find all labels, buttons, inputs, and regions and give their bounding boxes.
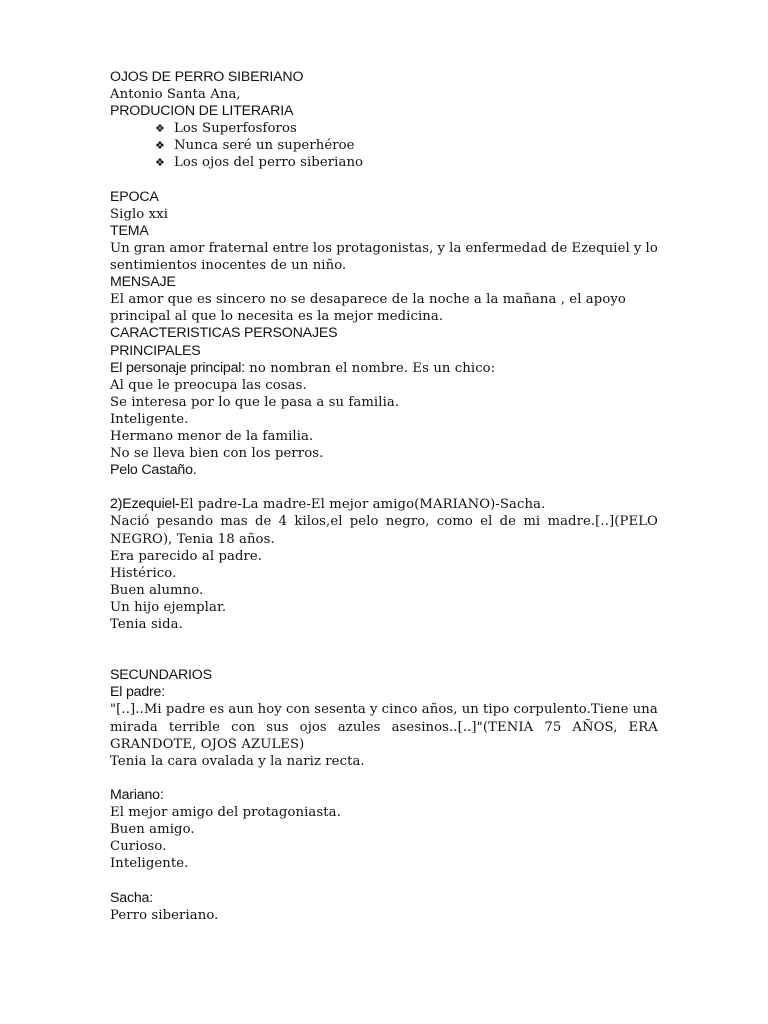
principal-trait: Se interesa por lo que le pasa a su familia. <box>110 394 400 410</box>
justified-word: "[..]..Mi <box>110 702 162 718</box>
author-line: Antonio Santa Ana, <box>110 87 241 103</box>
principal-trait: Al que le preocupa las cosas. <box>110 377 307 393</box>
justified-word: protagonistas, <box>336 240 434 256</box>
justified-word: kilos,el <box>294 514 343 530</box>
tema-line-1 <box>110 240 658 257</box>
justified-word: hoy <box>257 702 282 718</box>
padre-line-4: Tenia la cara ovalada y la nariz recta. <box>110 753 365 769</box>
justified-word: un <box>461 702 479 718</box>
principales-heading: PRINCIPALES <box>110 342 201 359</box>
ezequiel-trait: Era parecido al padre. <box>110 548 263 564</box>
caracteristicas-heading: CARACTERISTICAS PERSONAJES <box>110 325 338 342</box>
padre-line-1 <box>110 701 658 718</box>
diamond-dot-bullet-icon: ❖ <box>155 156 165 170</box>
principal-label: El personaje principal: <box>110 359 245 376</box>
justified-word: Nació <box>110 514 150 530</box>
justified-word: sesenta <box>314 702 366 718</box>
epoca-text: Siglo xxi <box>110 206 169 222</box>
ezequiel-label: 2)Ezequiel- <box>110 496 180 513</box>
tema-line-2: sentimientos inocentes de un niño. <box>110 258 347 274</box>
ezequiel-trait: Buen alumno. <box>110 582 204 598</box>
ezequiel-trait: Tenia sida. <box>110 617 183 632</box>
list-item: ❖ Nunca seré un superhéroe <box>110 137 658 154</box>
justified-word: padre <box>165 702 206 718</box>
justified-word: amor <box>169 240 205 256</box>
mariano-trait: Curioso. <box>110 839 167 855</box>
justified-word: ERA <box>628 719 658 735</box>
pelo-castano: Pelo Castaño. <box>110 462 197 479</box>
justified-word: entre <box>272 240 309 256</box>
mariano-trait: Buen amigo. <box>110 822 195 838</box>
justified-word: Ezequiel <box>571 240 630 256</box>
mensaje-line-1: El amor que es sincero no se desaparece de la noche a la mañana , el apoyo <box>110 292 626 308</box>
justified-word: terrible <box>168 719 221 735</box>
justified-word: negro, <box>385 514 430 530</box>
justified-word: gran <box>133 240 166 256</box>
diamond-dot-bullet-icon: ❖ <box>155 139 165 153</box>
mariano-heading: Mariano: <box>110 786 164 803</box>
justified-word: como <box>436 514 473 530</box>
justified-word: tipo <box>483 702 510 718</box>
justified-word: y <box>369 702 378 718</box>
justified-word: pesando <box>156 514 214 530</box>
ezequiel-trait: Un hijo ejemplar. <box>110 599 227 615</box>
sacha-text: Perro siberiano. <box>110 907 219 923</box>
justified-word: los <box>312 240 333 256</box>
padre-line-3: GRANDOTE, OJOS AZULES) <box>110 736 305 752</box>
justified-word: enfermedad <box>465 240 547 256</box>
ezequiel-trait: Histérico. <box>110 565 177 581</box>
padre-heading: El padre: <box>110 684 165 701</box>
justified-word: azules <box>337 719 381 735</box>
list-item: ❖ Los ojos del perro siberiano <box>110 154 658 171</box>
justified-word: mas <box>220 514 248 530</box>
document-title: OJOS DE PERRO SIBERIANO <box>110 69 304 85</box>
epoca-heading: EPOCA <box>110 188 159 205</box>
justified-word: de <box>255 514 272 530</box>
justified-word: el <box>480 514 493 530</box>
principal-line <box>110 360 658 377</box>
justified-word: la <box>449 240 462 256</box>
justified-word: corpulento.Tiene <box>513 702 629 718</box>
justified-word: lo <box>645 240 658 256</box>
justified-word: y <box>437 240 446 256</box>
justified-word: fraternal <box>208 240 269 256</box>
justified-word: 75 <box>544 719 562 735</box>
justified-word: de <box>550 240 568 256</box>
ezequiel-line <box>110 496 658 513</box>
justified-word: años, <box>421 702 458 718</box>
justified-word: una <box>632 702 658 718</box>
justified-word: de <box>499 514 517 530</box>
ezequiel-line-2 <box>110 513 658 530</box>
principal-trait: Hermano menor de la familia. <box>110 428 314 444</box>
production-heading: PRODUCION DE LITERARIA <box>110 103 294 120</box>
tema-heading: TEMA <box>110 222 149 239</box>
justified-word: asesinos..[..]"(TENIA <box>391 719 534 735</box>
justified-word: Un <box>110 240 130 256</box>
mariano-trait: Inteligente. <box>110 856 189 872</box>
mensaje-line-2: principal al que lo necesita es la mejor medicina. <box>110 309 444 325</box>
ezequiel-text: El padre-La madre-El mejor amigo(MARIANO)-Sacha. <box>179 497 546 513</box>
list-item: ❖ Los Superfosforos <box>110 120 658 137</box>
production-list <box>110 120 658 171</box>
mensaje-heading: MENSAJE <box>110 274 176 291</box>
justified-word: mi <box>523 514 541 530</box>
justified-word: pelo <box>349 514 379 530</box>
justified-word: madre.[..](PELO <box>547 514 658 530</box>
secundarios-heading: SECUNDARIOS <box>110 667 212 684</box>
mariano-trait: El mejor amigo del protagoniasta. <box>110 805 341 821</box>
justified-word: ojos <box>299 719 327 735</box>
justified-word: 4 <box>278 514 288 530</box>
justified-word: sus <box>266 719 289 735</box>
sacha-heading: Sacha: <box>110 889 153 906</box>
justified-word: con <box>286 702 311 718</box>
justified-word: aun <box>228 702 254 718</box>
diamond-dot-bullet-icon: ❖ <box>155 122 165 136</box>
principal-trait: No se lleva bien con los perros. <box>110 446 324 462</box>
justified-word: AÑOS, <box>572 719 618 735</box>
justified-word: con <box>231 719 256 735</box>
principal-trait: Inteligente. <box>110 411 189 427</box>
justified-word: es <box>209 702 225 718</box>
padre-line-2 <box>110 719 658 736</box>
justified-word: mirada <box>110 719 158 735</box>
justified-word: cinco <box>381 702 418 718</box>
ezequiel-line-3: NEGRO), Tenia 18 años. <box>110 531 275 547</box>
principal-text: no nombran el nombre. Es un chico: <box>245 360 496 376</box>
justified-word: y <box>633 240 642 256</box>
